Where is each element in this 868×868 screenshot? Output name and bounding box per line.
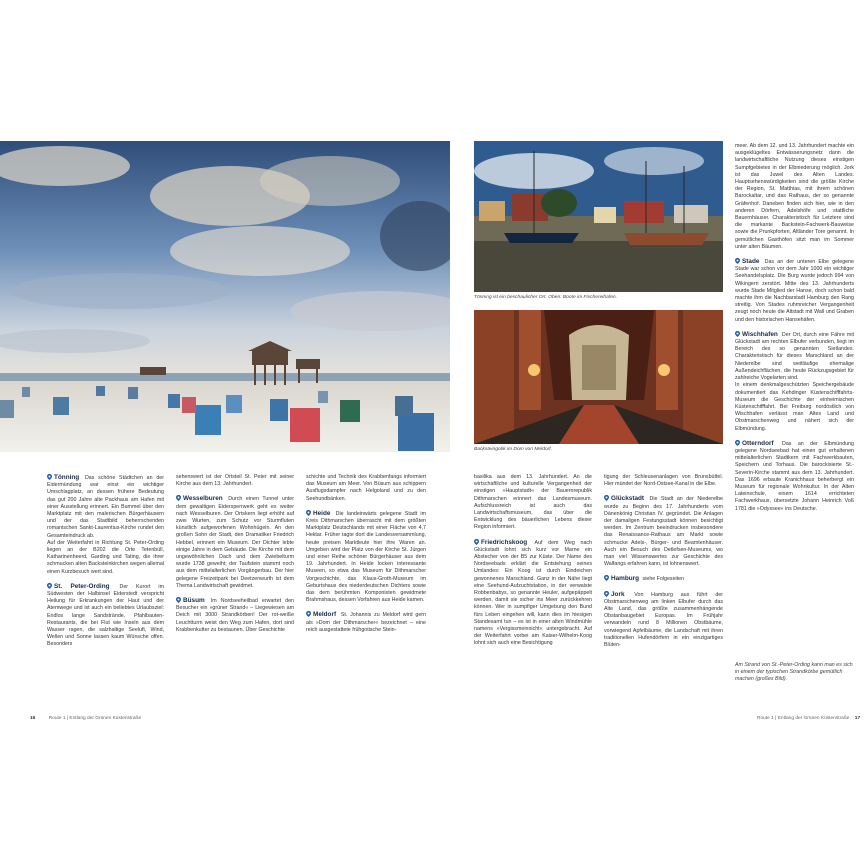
section-heading: Otterndorf: [742, 439, 774, 447]
section-heading: Wesselburen: [183, 495, 223, 503]
location-pin-icon: [47, 474, 52, 480]
section-text: Der Kurort im Südwesten der Halbinsel Eiderstedt verspricht Heilung für Erkrankungen der Haut und der Atemwege und ist auch ein beliebtes Urlaubsziel: Endlos lange Sandstrände, Pfahlbauten-Restaurants, die bei Flut wie Inseln aus dem Wasser ragen, die salzhaltige Seeluft, Wind, Wellen und Sonne lassen kaum Wünsche offen. Besonders: [47, 583, 164, 648]
section-text: Auf der Weiterfahrt in Richtung St. Peter-Ording liegen an der B202 die Orte Tetenbüll, Katharinenheerd, Garding und Tating, die ihrer schmucken alten Backsteinkirchen wegen allemal einen Kurzbesuch wert sind.: [47, 539, 164, 575]
section-heading: Meldorf: [313, 611, 337, 619]
section-text: Die Stadt an der Niederelbe wurde zu Beginn des 17. Jahrhunderts vom Dänenkönig Christian IV. gegründet. Die Anlagen der damaligen Festungsstadt können besichtigt werden. Im Zentrum beeindrucken insbesondere das Renaissance-Rathaus am Markt sowie schmucke Adels-, Bürger- und Beamtenhäuser. Auch ein Besuch des Detlefsen-Museums, wo man viel Wissenswertes zur Geschichte des Walfangs erfahren kann, ist lohnenswert.: [604, 496, 723, 568]
section-heading: Jork: [611, 590, 625, 598]
section-heading: Friedrichskoog: [481, 538, 528, 546]
column-3: [306, 474, 426, 634]
section-heading: Glückstadt: [611, 495, 645, 503]
location-pin-icon: [47, 583, 52, 589]
running-title: Route 1 | Entlang der Grünen Küstenstraße: [757, 716, 850, 721]
location-pin-icon: [474, 539, 479, 545]
section-text: basilika aus dem 13. Jahrhundert. An die wirtschaftliche und kulturelle Vergangenheit der einstigen »Hauptstadt« der Bauernrepublik Dithmarschen erinnert das Landesmuseum. Aufschlussreich ist auch das Landwirtschaftsmuseum, das über die Entwicklung des bäuerlichen Lebens dieser Region informiert.: [474, 474, 592, 531]
section-text: siehe Folgeseiten: [642, 576, 685, 583]
location-pin-icon: [604, 495, 609, 501]
section-heading: Büsum: [183, 597, 205, 605]
church-photo: [474, 310, 723, 444]
location-pin-icon: [306, 510, 311, 516]
section-heading: St. Peter-Ording: [54, 582, 110, 590]
running-title: Route 1 | Entlang der Grünen Küstenstraße: [48, 716, 142, 721]
beach-photo: [0, 141, 450, 452]
location-pin-icon: [176, 495, 181, 501]
page-number: 16: [30, 716, 36, 721]
section-heading: Tönning: [54, 474, 80, 481]
section-text: In einem denkmalgeschützten Speichergebäude dokumentiert das Kehdinger Küstenschifffahrts-Museum die Geschichte der einheimischen Küstenschifffahrt. Bei Freiburg nordöstlich von Wischhafen verlässt man Altes Land und Obstmarschenweg und nähert sich der Elbmündung.: [735, 382, 854, 432]
section-heading: Wischhafen: [742, 330, 778, 338]
section-text: Von Hamburg aus führt der Obstmarschenweg am linken Elbufer durch das Alte Land, das größte zusammenhängende Obstanbaugebiet Europas. Im Frühjahr verwandeln rund 8 Millionen Obstbäume, vorwiegend Apfelbäume, die Landschaft mit ihren traditionellen Hufendörfern in ein einzigartiges Blüten-: [604, 591, 723, 649]
column-1: [47, 474, 164, 649]
location-pin-icon: [735, 440, 740, 446]
section-text: meer. Ab dem 12. und 13. Jahrhundert machte ein ausgeklügeltes Entwässerungsnetz dann die landwirtschaftliche Nutzung dieses einstigen Sumpfgebietes in der Elbniederung möglich. Jork ist das Juwel des Alten Landes. Hauptsehenswürdigkeiten sind die größte Kirche der Region, St. Matthias, mit ihrem schönen Barockaltar, und das Rathaus, der so genannte Gräfenhof. Daneben finden sich hier, wie in den anderen Dörfern, Adelshöfe und stattliche Bauernhäuser. Charakteristisch für Letztere sind die markante Backstein-Fachwerk-Bauweise sowie die Prunkpforten, Altländer Tore genannt. In gemütlichen Gasthöfen sitzt man im Sommer unter alten Bäumen.: [735, 143, 854, 250]
beach-caption: Am Strand von St.-Peter-Ording kann man es sich in einem der typischen Strandkörbe gemütlich machen (großes Bild).: [735, 662, 853, 682]
section-text: schichte und Technik des Krabbenfangs informiert das Museum am Meer. Von Büsum aus schippern Ausflugsdampfer nach Helgoland und zu den Seehundbänken.: [306, 474, 426, 502]
section-text: sehenswert ist der Ortsteil St. Peter mit seiner Kirche aus dem 13. Jahrhundert.: [176, 474, 294, 488]
section-text: Im Nordseeheilbad erwartet den Besucher ein »grüner Strand« – Liegewiesen am Deich mit 3000 Strandkörben! Der rot-weiße Leuchtturm weist den Weg zum Hafen, dort sind Krabbenkutter zu bestaunen. Über Geschichte: [176, 598, 294, 633]
column-5: [604, 474, 723, 649]
section-heading: Stade: [742, 258, 760, 266]
column-2: [176, 474, 294, 634]
section-text: Das an der unteren Elbe gelegene Stade war schon vor dem Jahr 1000 ein wichtiger Seehandelsplatz. Die Burg wurde jedoch 994 von Wikingern zerstört. Mitte des 13. Jahrhunderts wurde Stade Mitglied der Hanse, doch schon bald machte ihm die Nachbarstadt Hamburg den Rang streitig. Von Stades ruhmreicher Vergangenheit zeugt noch heute die Altstadt mit Wall und Graben und den historischen Hansehäfen.: [735, 259, 854, 323]
footer-left: [30, 716, 141, 721]
section-text: St. Johannis zu Meldorf wird gern als »Dom der Dithmarscher« bezeichnet – eine reich ausgestattete frühgotische Stein-: [306, 612, 426, 633]
section-text: Auf dem Weg nach Glückstadt lohnt sich kurz vor Marne ein Abstecher von der B5 zur Küste. Der Name des Nordseebads erklärt die Entstehung seines Umlandes: Ein Koog ist durch Eindeichen gewonnenes Marschland. Ganz in der Nähe liegt eine Seehund-Aufzuchtstation, in der verwaiste Robbenbabys, so genannte Heuler, aufgepäppelt werden, damit sie sicher ins Meer zurückkehren können. Wer in sumpfiger Umgebung den Bund fürs Leben eingehen will, kann dies im hiesigen Standesamt tun – es ist in einer alten Windmühle namens »Vergissmeinnicht« untergebracht. Auf der Weiterfahrt vorbei am Kaiser-Wilhelm-Koog lohnt sich auch eine Besichtigung: [474, 539, 592, 647]
section-text: tigung der Schleusenanlagen von Brunsbüttel. Hier mündet der Nord-Ostsee-Kanal in die Elbe.: [604, 474, 723, 488]
column-6: [735, 143, 854, 513]
footer-right: [757, 716, 860, 721]
section-text: Das an der Elbmündung gelegene Nordseebad hat einen gut erhaltenen mittelalterlichen Stadtkern mit Fachwerkbauten, Speichern und Torhaus. Die barockisierte St.-Severin-Kirche stammt aus dem 13. Jahrhundert. Das 1696 erbaute Kranichhaus beherbergt ein Museum für regionale Wohnkultur. In der Alten Lateinschule, einem 1614 errichteten Fachwerkhaus, übersetzte Johann Heinrich Voß 1781 die »Odyssee« ins Deutsche.: [735, 440, 854, 512]
section-text: Die landeinwärts gelegene Stadt im Kreis Dithmarschen überrascht mit dem größten Marktplatz Deutschlands mit einer Fläche von 4,7 Hektar. Früher tagte dort die Landesversammlung, heute preisen Marktleute hier ihre Waren an. Umgeben wird der Platz von der Kirche St. Jürgen und einer Reihe schöner Bürgerhäuser aus dem 19. Jahrhundert. In Heide locken interessante Museen, so etwa das Museum für Dithmarscher Vorgeschichte, das Klaus-Groth-Museum im Geburtshaus des niederdeutschen Dichters sowie das dem berühmten Komponisten gewidmete Brahmshaus, dessen Vorfahren aus Heide kamen.: [306, 510, 426, 604]
location-pin-icon: [176, 597, 181, 603]
page-number: 17: [854, 716, 861, 721]
location-pin-icon: [604, 575, 609, 581]
location-pin-icon: [306, 611, 311, 617]
location-pin-icon: [735, 331, 740, 337]
church-caption: Backsteingotik im Dom von Meldorf.: [474, 447, 553, 452]
section-text: Das schöne Städtchen an der Eidermündung war einst ein wichtiger Umschlagplatz, an dessen frühere Bedeutung das gut 200 Jahre alte Packhaus am Hafen mit einer Ausstellung erinnert. Ein Bummel über den Marktplatz mit den malerischen Bürgerhäusern und der das Stadtbild beherrschenden romanischen Sankt-Laurentius-Kirche rundet den Gesamteindruck ab.: [47, 475, 164, 539]
location-pin-icon: [604, 591, 609, 597]
harbor-photo: [474, 141, 723, 292]
column-4: [474, 474, 592, 648]
section-heading: Hamburg: [611, 575, 640, 583]
section-text: Durch einen Tunnel unter dem gewaltigen Eidersperrwerk geht es weiter nach Wesselburen. Der Ortskern liegt erhöht auf zwei Wurten, zum Schutz vor Sturmfluten künstlich aufgeworfenen Wohnhügeln. An den großen Sohn der Stadt, den Dramatiker Friedrich Hebbel, erinnert ein Museum. Der Dichter lebte einige Jahre in dem Gebäude. Die Kirche mit dem ungewöhnlichen Dach und dem Zwiebelturm wurde 1738 geweiht; der Taufstein stammt noch aus dem mittelalterlichen Vorgängerbau. Der hier gelegene Freizeitpark bei Deetzenwurth ist dem Thema Landwirtschaft gewidmet.: [176, 496, 294, 589]
section-heading: Heide: [313, 509, 331, 517]
section-text: Der Ort, durch eine Fähre mit Glückstadt am rechten Elbufer verbunden, liegt im Bereich des so genannten Sietlandes. Charakteristisch für dieses Marschland an der Niederelbe sind weitläufige ehemalige Außendeichflächen, die heute Rückzugsgebiet für zahlreiche Vogelarten sind.: [735, 331, 854, 382]
harbor-caption: Tönning ist ein beschaulicher Ort. Oben: Boote im Fischereihafen.: [474, 295, 617, 300]
location-pin-icon: [735, 258, 740, 264]
